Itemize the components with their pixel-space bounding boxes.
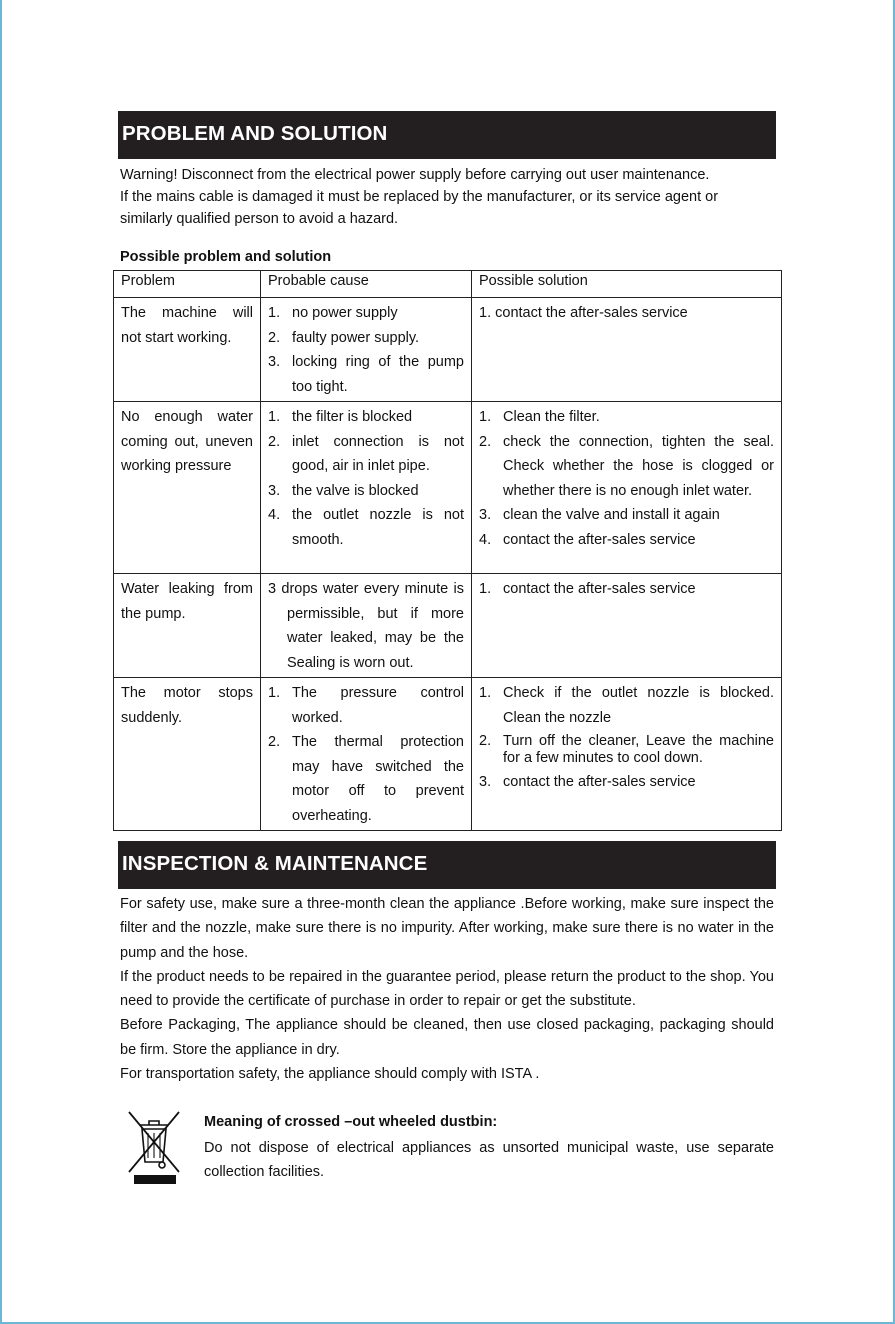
list-item: 2. inlet connection is not good, air in inlet pipe. — [268, 433, 464, 474]
table-row — [114, 402, 782, 574]
list-item: 2. faulty power supply. — [268, 329, 420, 346]
crossed-out-wheeled-bin-icon — [125, 1106, 183, 1186]
header-problem: Problem — [114, 271, 261, 298]
list-item: 1. The pressure control worked. — [268, 685, 464, 726]
problem-cell: The motor stops suddenly. — [114, 678, 261, 831]
list-item: 3. clean the valve and install it again — [479, 507, 720, 523]
list-item: 1. the filter is blocked — [268, 409, 413, 425]
list-item: 2. check the connection, tighten the seal. Check whether the hose is clogged or whether there is no enough inlet water. — [479, 433, 774, 499]
list-item: 1. Clean the filter. — [479, 409, 600, 425]
problem-cell: The machine will not start working. — [114, 298, 261, 402]
list-item: 1. Check if the outlet nozzle is blocked. Clean the nozzle — [479, 685, 774, 726]
warning-text: Warning! Disconnect from the electrical power supply before carrying out user maintenance. — [120, 167, 710, 183]
list-item: 2. The thermal protection may have switched the motor off to prevent overheating. — [268, 734, 464, 824]
cause-cell — [261, 574, 472, 678]
table-row — [114, 298, 782, 402]
header-cause: Probable cause — [261, 271, 472, 298]
cause-cell — [261, 678, 472, 831]
list-item: 2. Turn off the cleaner, Leave the machine for a few minutes to cool down. — [479, 733, 774, 766]
list-item: 3. locking ring of the pump too tight. — [268, 354, 464, 395]
cause-cell — [261, 402, 472, 574]
solution-cell — [472, 678, 782, 831]
inspection-paragraph: Before Packaging, The appliance should be cleaned, then use closed packaging, packaging should be firm. Store the appliance in dry. — [120, 1017, 774, 1058]
list-item: 4. the outlet nozzle is not smooth. — [268, 507, 464, 548]
inspection-paragraph: For safety use, make sure a three-month clean the appliance .Before working, make sure inspect the filter and the nozzle, make sure there is no impurity. After working, make sure there is no water in the pump and the hose. — [120, 896, 774, 961]
inspection-paragraph: For transportation safety, the appliance should comply with ISTA . — [120, 1066, 540, 1083]
problem-cell: Water leaking from the pump. — [114, 574, 261, 678]
list-item: 3. contact the after-sales service — [479, 774, 696, 790]
mains-cable-text: If the mains cable is damaged it must be replaced by the manufacturer, or its service agent or similarly qualified person to avoid a hazard. — [120, 189, 719, 227]
inspection-paragraph: If the product needs to be repaired in the guarantee period, please return the product to the shop. You need to provide the certificate of purchase in order to repair or get the substitute. — [120, 968, 774, 1010]
problem-section-title: PROBLEM AND SOLUTION — [118, 111, 776, 159]
table-subtitle: Possible problem and solution — [120, 249, 332, 265]
list-item: 3. the valve is blocked — [268, 482, 419, 499]
solution-cell — [472, 402, 782, 574]
header-solution: Possible solution — [472, 271, 782, 298]
list-item: 1. no power supply — [268, 305, 398, 321]
table-row — [114, 678, 782, 831]
solution-cell — [472, 574, 782, 678]
cause-text: 3 drops water every minute is permissible, but if more water leaked, may be the Sealing is worn out. — [268, 581, 464, 671]
weee-title: Meaning of crossed –out wheeled dustbin: — [204, 1114, 498, 1130]
problem-cell: No enough water coming out, uneven working pressure — [114, 402, 261, 574]
page-edge-left — [0, 0, 2, 1324]
table-row — [114, 574, 782, 678]
table-header-row — [114, 271, 782, 298]
weee-text: Do not dispose of electrical appliances as unsorted municipal waste, use separate collection facilities. — [204, 1140, 774, 1180]
list-item: 1. contact the after-sales service — [479, 305, 688, 321]
cause-cell — [261, 298, 472, 402]
inspection-body — [120, 892, 774, 1086]
list-item: 1. contact the after-sales service — [479, 581, 696, 597]
inspection-section-title: INSPECTION & MAINTENANCE — [118, 841, 776, 889]
list-item: 4. contact the after-sales service — [479, 531, 696, 548]
problem-solution-table — [113, 270, 782, 831]
solution-cell — [472, 298, 782, 402]
